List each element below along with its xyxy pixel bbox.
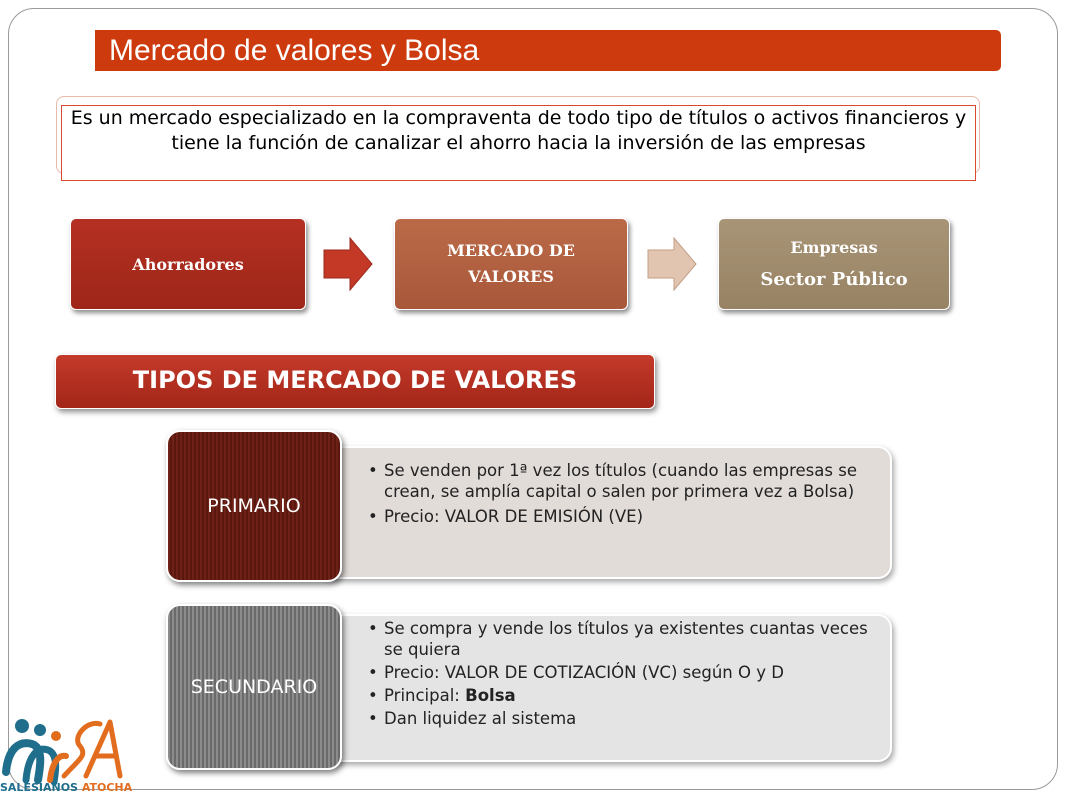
secundario-label: SECUNDARIO (190, 676, 318, 698)
logo-text (0, 781, 135, 794)
flow-box-empresas (718, 218, 950, 310)
principal-value: Bolsa (465, 686, 516, 705)
right-arrow-icon (646, 236, 698, 292)
primario-description (318, 446, 892, 579)
flow-label-sector-publico: Sector Público (760, 269, 908, 290)
list-item: • Dan liquidez al sistema (368, 708, 876, 729)
types-header: TIPOS DE MERCADO DE VALORES (55, 354, 655, 409)
flow-label-ahorradores: Ahorradores (132, 254, 244, 274)
list-item: • Se compra y vende los títulos ya existentes cuantas veces se quiera (368, 618, 876, 660)
right-arrow-icon (322, 236, 374, 292)
principal-prefix: Principal: (384, 686, 466, 705)
logo-text-atocha: ATOCHA (81, 781, 133, 794)
title-bar (95, 30, 1001, 71)
primario-box (166, 430, 342, 582)
flow-label-empresas: Empresas (790, 238, 878, 257)
secundario-box (166, 604, 342, 770)
definition-box: Es un mercado especializado en la compraventa de todo tipo de títulos o activos financieros y tiene la función de canalizar el ahorro hacia la inversión de las empresas (61, 105, 976, 181)
secundario-bullet-list (368, 618, 876, 731)
list-item-principal (368, 685, 876, 706)
list-item: • Precio: VALOR DE COTIZACIÓN (VC) según O y D (368, 662, 876, 683)
flow-label-mercado: MERCADO DE VALORES (447, 241, 575, 286)
list-item: • Precio: VALOR DE EMISIÓN (VE) (368, 506, 876, 527)
flow-box-ahorradores (70, 218, 306, 310)
slide-title: Mercado de valores y Bolsa (109, 34, 480, 67)
secundario-description (318, 614, 892, 762)
primario-label: PRIMARIO (207, 495, 301, 517)
logo-text-salesianos: SALESIANOS (0, 781, 78, 794)
flow-box-mercado (394, 218, 628, 310)
list-item: • Se venden por 1ª vez los títulos (cuando las empresas se crean, se amplía capital o salen por primera vez a Bolsa) (368, 460, 876, 502)
primario-bullet-list (368, 460, 876, 531)
